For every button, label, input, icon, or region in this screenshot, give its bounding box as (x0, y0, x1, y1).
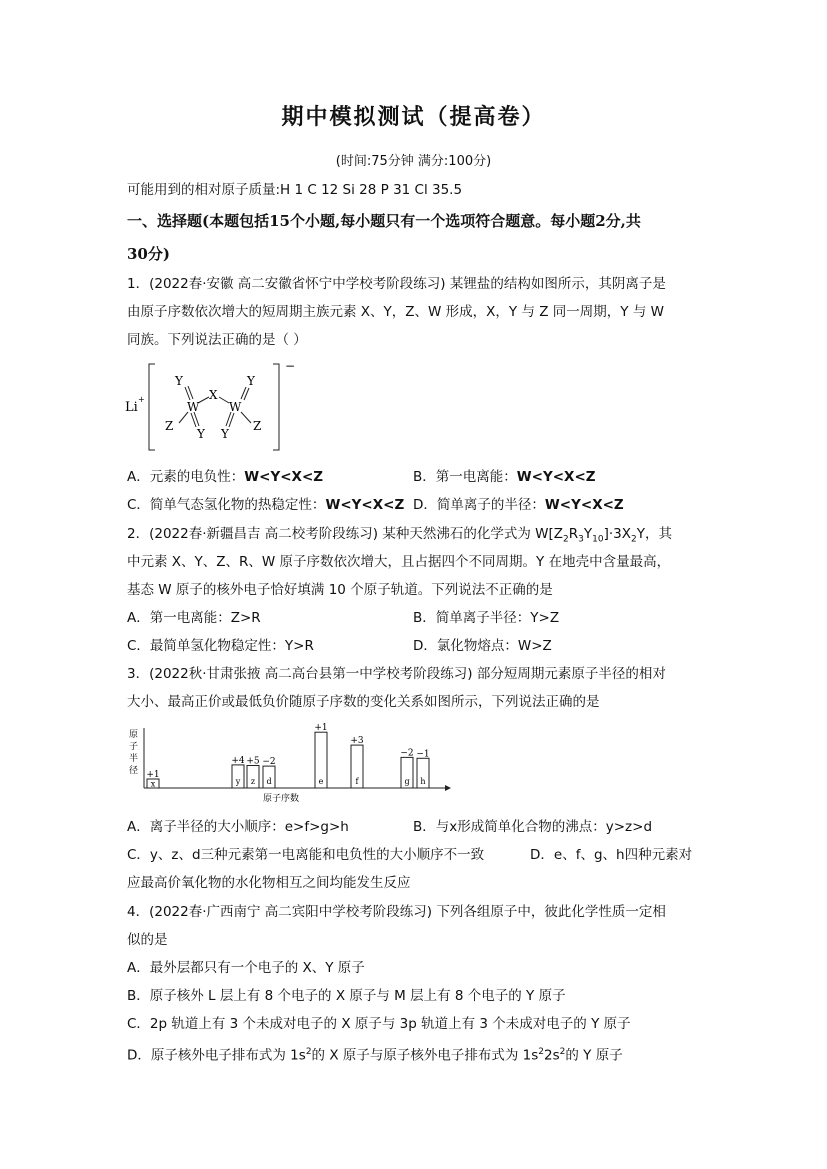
q2-stem-line1: 2．(2022春·新疆昌吉 高二校考阶段练习) 某种天然沸石的化学式为 $W[Z_2R_3Y_{10}]\cdot 3X_2Y$，其 (127, 526, 672, 545)
q4-stem-line2: 似的是 (127, 932, 168, 948)
y-axis-char1: 原 (129, 730, 139, 740)
atom-z1: Z (165, 419, 174, 433)
atom-y1: Y (175, 374, 183, 388)
q1-option-b: B．第一电离能：W<Y<X<Z (413, 469, 596, 485)
atom-w1: W (187, 400, 200, 414)
bar-label-d: d (266, 777, 272, 786)
valence-label-y: +4 (231, 755, 245, 766)
q4-option-b: B．原子核外 L 层上有 8 个电子的 X 原子与 M 层上有 8 个电子的 Y 原子 (127, 988, 566, 1004)
atom-x: X (209, 388, 218, 402)
exam-info: (时间:75分钟 满分:100分) (335, 154, 492, 169)
bar-label-y: y (235, 777, 241, 786)
q1-stem-line2: 由原子序数依次增大的短周期主族元素 X、Y，Z、W 形成，X，Y 与 Z 同一周期，Y 与 W (127, 304, 664, 320)
q4-stem-line1: 4．(2022春·广西南宁 高二宾阳中学校考阶段练习) 下列各组原子中，彼此化学性质一定相 (127, 904, 666, 920)
q1-stem-line1: 1．(2022春·安徽 高二安徽省怀宁中学校考阶段练习) 某锂盐的结构如图所示，其阴离子是 (127, 276, 666, 292)
q3-stem-line1: 3．(2022秋·甘肃张掖 高二高台县第一中学校考阶段练习) 部分短周期元素原子半径的相对 (127, 666, 666, 682)
bar-label-f: f (355, 777, 359, 786)
q3-option-d: D．e、f、g、h四种元素对 (530, 847, 693, 863)
y-axis-char4: 径 (129, 766, 139, 776)
atom-y4: Y (221, 427, 229, 441)
q2-stem-line3: 基态 W 原子的核外电子恰好填满 10 个原子轨道。下列说法不正确的是 (127, 582, 553, 598)
valence-label-z: +5 (246, 756, 260, 767)
q4-option-a: A．最外层都只有一个电子的 X、Y 原子 (127, 960, 365, 976)
q2-option-a: A．第一电离能：Z>R (127, 610, 261, 626)
x-axis-arrow (445, 785, 451, 791)
q1-structure-diagram (125, 356, 295, 456)
atom-y3: Y (197, 427, 205, 441)
q3-option-d-cont: 应最高价氧化物的水化物相互之间均能发生反应 (127, 875, 411, 891)
y-axis-char2: 子 (129, 742, 139, 752)
q1-option-d: D．简单离子的半径：W<Y<X<Z (413, 497, 624, 513)
atom-y2: Y (247, 374, 255, 388)
valence-label-g: −2 (400, 748, 414, 759)
li-label: Li (125, 400, 138, 415)
section-heading-cont: 30分) (127, 245, 170, 263)
valence-label-f: +3 (350, 736, 364, 747)
q1-option-c: C．简单气态氢化物的热稳定性：W<Y<X<Z (127, 497, 405, 513)
page-title: 期中模拟测试（提高卷） (281, 104, 546, 130)
x-axis-label: 原子序数 (263, 794, 300, 804)
bar-label-x: x (150, 779, 156, 789)
left-bracket (149, 364, 155, 450)
section-heading: 一、选择题(本题包括15个小题,每小题只有一个选项符合题意。每小题2分,共 (127, 212, 641, 230)
bar-label-g: g (404, 777, 410, 786)
y-axis-char3: 半 (129, 754, 139, 764)
q1-stem-line3: 同族。下列说法正确的是（ ） (127, 332, 307, 348)
q4-option-d: D．原子核外电子排布式为 $1s^2$的 X 原子与原子核外电子排布式为 $1s^22s^2$的 Y 原子 (127, 1047, 623, 1064)
valence-label-h: −1 (416, 749, 430, 760)
q3-option-a: A．离子半径的大小顺序：e>f>g>h (127, 819, 349, 835)
q3-option-c: C．y、z、d三种元素第一电离能和电负性的大小顺序不一致 (127, 847, 485, 863)
q2-option-d: D．氯化物熔点：W>Z (413, 638, 552, 654)
atom-w2: W (229, 400, 242, 414)
bar-label-z: z (250, 777, 256, 786)
bar-label-e: e (318, 777, 324, 786)
q3-option-b: B．与x形成简单化合物的沸点：y>z>d (413, 819, 653, 835)
anion-charge: − (285, 359, 295, 373)
q4-option-c: C．2p 轨道上有 3 个未成对电子的 X 原子与 3p 轨道上有 3 个未成对电子的 Y 原子 (127, 1016, 631, 1032)
atom-z2: Z (253, 419, 262, 433)
valence-label-d: −2 (262, 757, 276, 768)
q2-option-b: B．简单离子半径：Y>Z (413, 610, 560, 626)
atomic-mass-note: 可能用到的相对原子质量:H 1 C 12 Si 28 P 31 Cl 35.5 (127, 182, 463, 198)
q2-option-c: C．最简单氢化物稳定性：Y>R (127, 638, 314, 654)
q3-radius-chart (125, 723, 455, 808)
li-charge: + (138, 395, 145, 404)
q2-stem-line2: 中元素 X、Y、Z、R、W 原子序数依次增大，且占据四个不同周期。Y 在地壳中含量最高， (127, 554, 671, 570)
valence-label-e: +1 (314, 723, 328, 734)
bar-label-h: h (420, 777, 426, 786)
q3-stem-line2: 大小、最高正价或最低负价随原子序数的变化关系如图所示，下列说法正确的是 (127, 694, 600, 710)
q1-option-a: A．元素的电负性：W<Y<X<Z (127, 469, 324, 485)
valence-label-x: +1 (146, 770, 160, 780)
right-bracket (273, 364, 279, 450)
